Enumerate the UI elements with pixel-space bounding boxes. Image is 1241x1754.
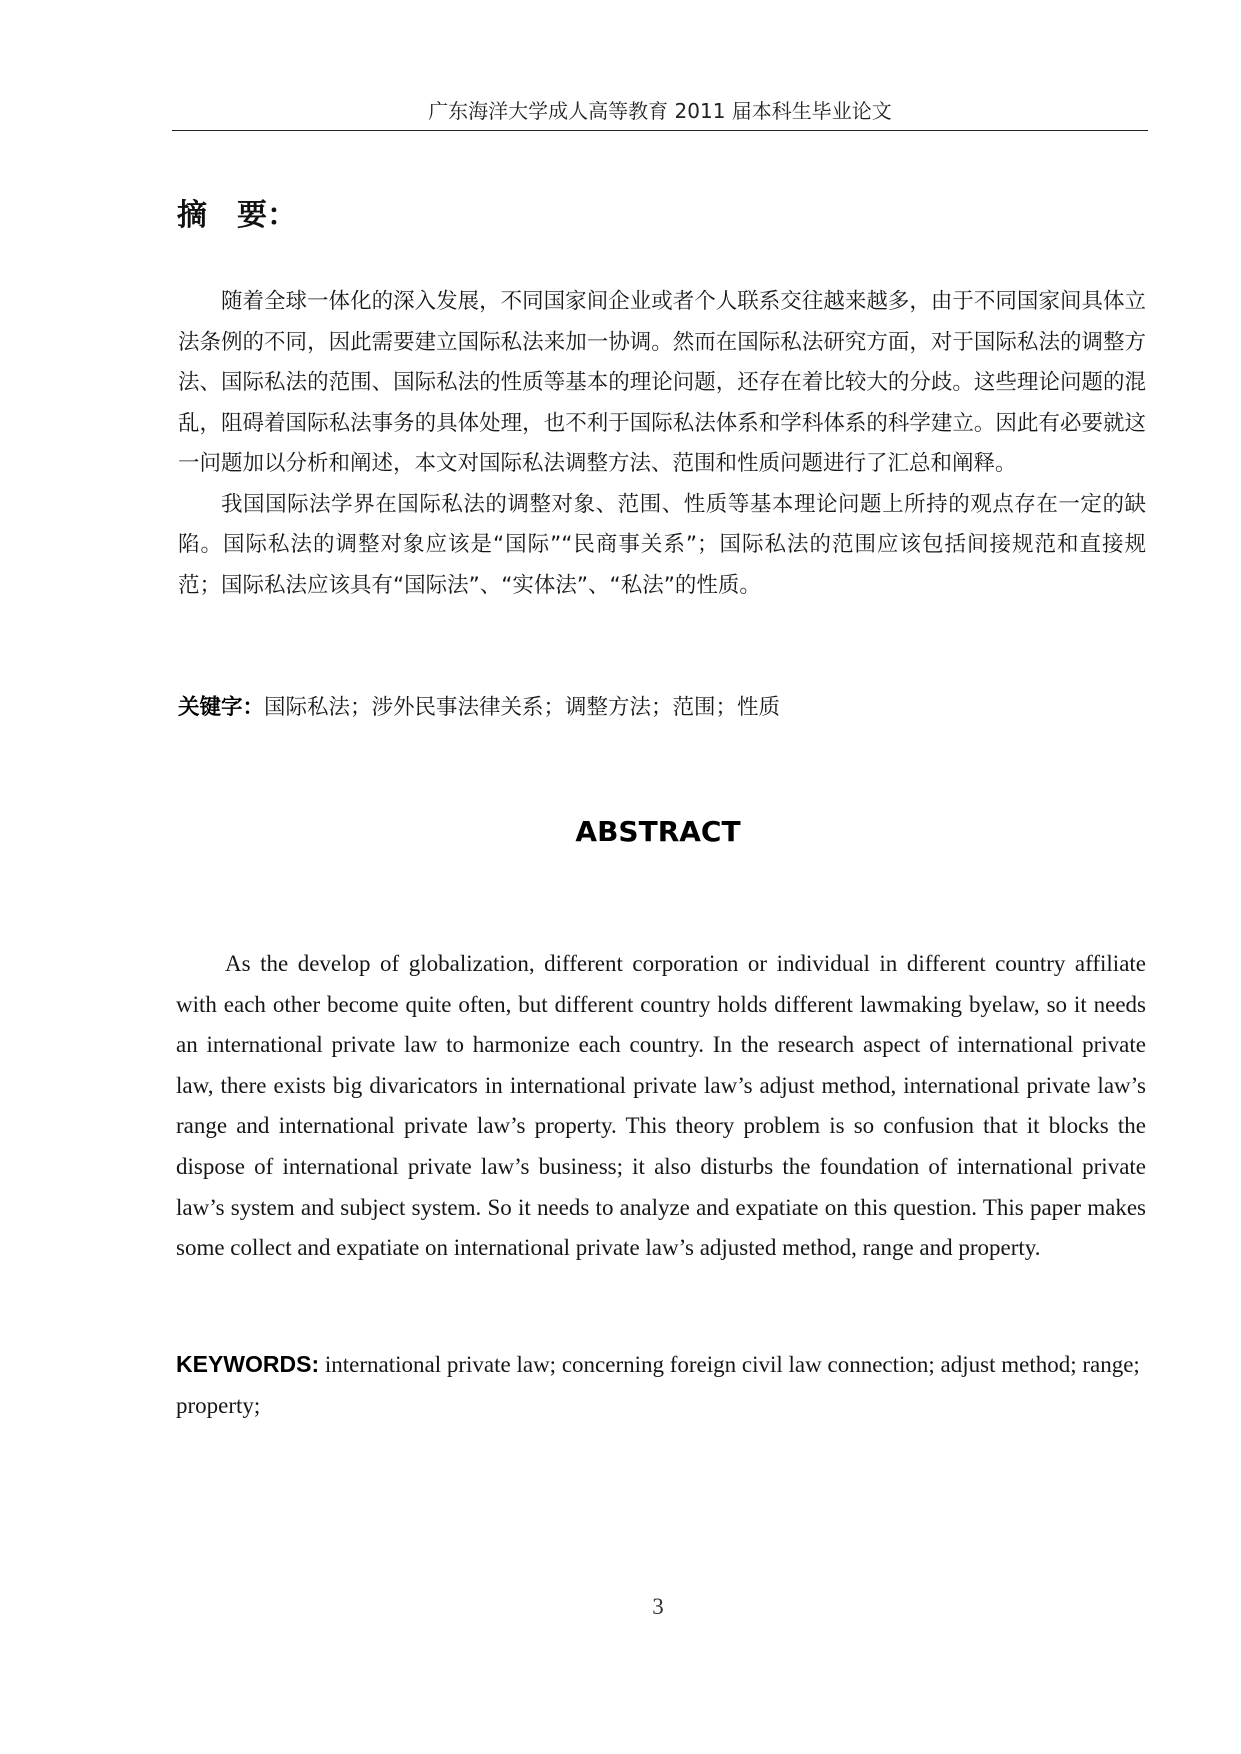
- chinese-abstract-title: 摘 要：: [177, 198, 297, 233]
- chinese-abstract-paragraph-1: 随着全球一体化的深入发展，不同国家间企业或者个人联系交往越来越多，由于不同国家间具体立法条例的不同，因此需要建立国际私法来加一协调。然而在国际私法研究方面，对于国际私法的调整方法、国际私法的范围、国际私法的性质等基本的理论问题，还存在着比较大的分歧。这些理论问题的混乱，阻碍着国际私法事务的具体处理，也不利于国际私法体系和学科体系的科学建立。因此有必要就这一问题加以分析和阐述，本文对国际私法调整方法、范围和性质问题进行了汇总和阐释。: [178, 289, 1146, 476]
- english-abstract-title: ABSTRACT: [575, 815, 741, 848]
- chinese-keywords-list: 国际私法；涉外民事法律关系；调整方法；范围；性质: [264, 695, 781, 720]
- english-keywords-list: international private law; concerning foreign civil law connection; adjust method; range; property;: [176, 1352, 1140, 1418]
- running-header: [172, 98, 1148, 131]
- english-keywords: [176, 1344, 1156, 1426]
- page-number: 3: [652, 1594, 664, 1619]
- english-abstract-body: [176, 944, 1146, 1269]
- running-header-title: 广东海洋大学成人高等教育 2011 届本科生毕业论文: [428, 99, 892, 123]
- chinese-keywords: [178, 688, 1146, 728]
- chinese-abstract-paragraph-2: 我国国际法学界在国际私法的调整对象、范围、性质等基本理论问题上所持的观点存在一定的缺陷。国际私法的调整对象应该是“国际”“民商事关系”；国际私法的范围应该包括间接规范和直接规范；国际私法应该具有“国际法”、“实体法”、“私法”的性质。: [178, 491, 1146, 598]
- english-keywords-label: KEYWORDS:: [176, 1351, 320, 1377]
- chinese-abstract-body: [178, 282, 1146, 606]
- chinese-keywords-label: 关键字：: [178, 695, 265, 720]
- english-abstract-paragraph: As the develop of globalization, different corporation or individual in different country affiliate with each other become quite often, but different country holds different lawmaking byelaw, so it needs an international private law to harmonize each country. In the research aspect of international private law, there exists big divaricators in international private law’s adjust method, international private law’s range and international private law’s property. This theory problem is so confusion that it blocks the dispose of international private law’s business; it also disturbs the foundation of international private law’s system and subject system. So it needs to analyze and expatiate on this question. This paper makes some collect and expatiate on international private law’s adjusted method, range and property.: [176, 951, 1146, 1261]
